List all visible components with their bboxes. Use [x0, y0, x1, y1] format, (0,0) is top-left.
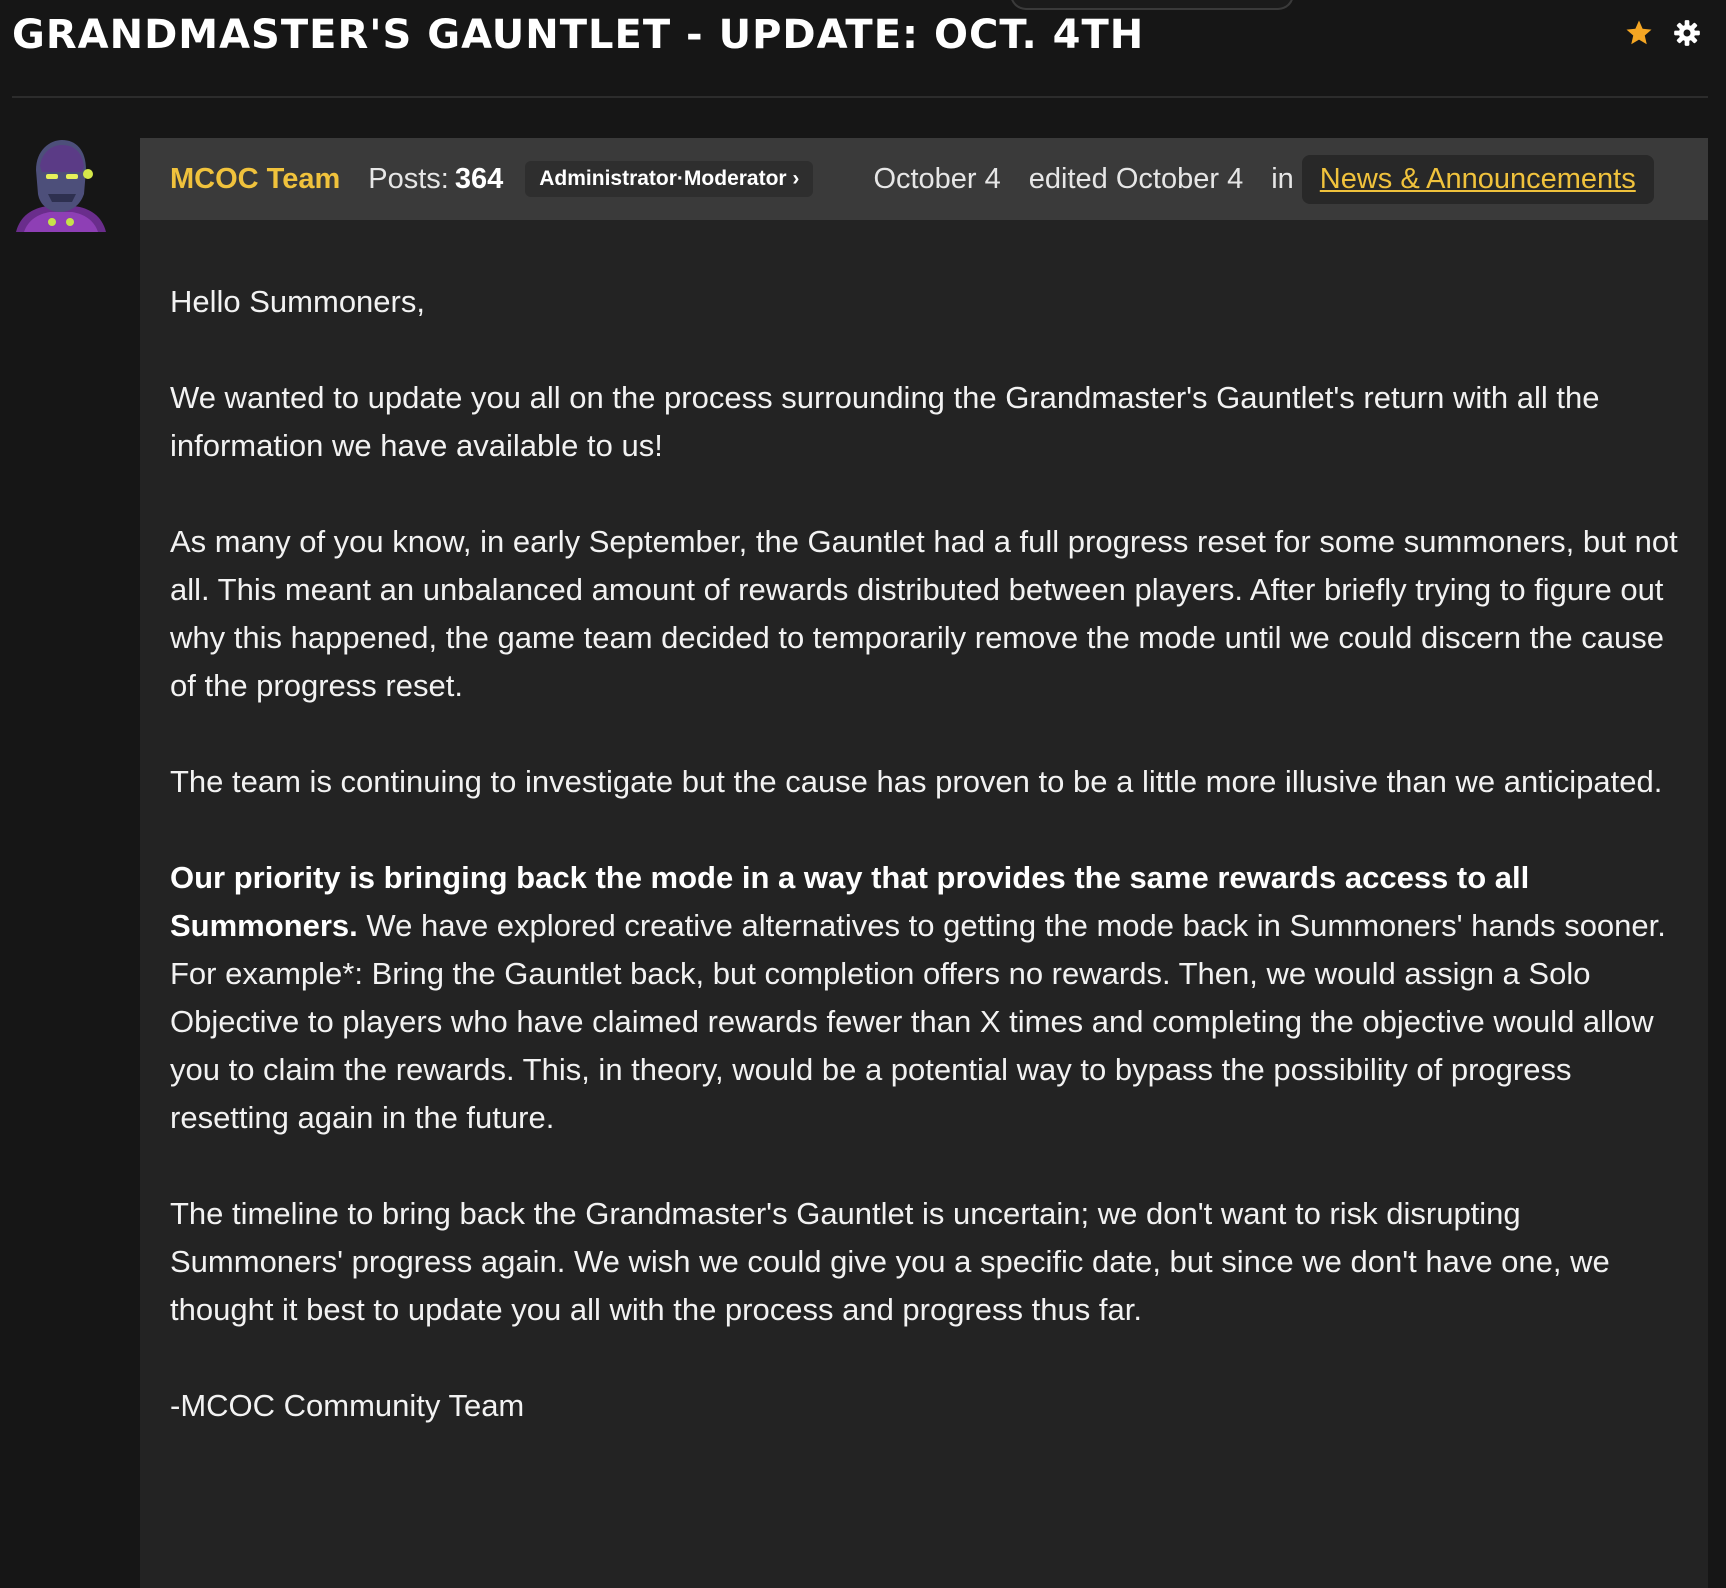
post-date[interactable]: October 4 — [873, 162, 1001, 195]
post-greeting: Hello Summoners, — [170, 284, 425, 319]
post-signature: -MCOC Community Team — [170, 1388, 525, 1423]
priority-statement: Our priority is bringing back the mode in a way that provides the same rewards access to all Summoners. — [170, 860, 1530, 943]
posts-label: Posts: — [368, 162, 449, 195]
post-card — [140, 138, 1708, 1588]
author-avatar[interactable] — [14, 136, 106, 232]
role-badge[interactable]: Administrator·Moderator › — [525, 161, 813, 197]
edited-label: edited October 4 — [1028, 162, 1244, 195]
bookmark-star-icon[interactable] — [1622, 16, 1656, 50]
post-paragraph: We wanted to update you all on the process surrounding the Grandmaster's Gauntlet's return with all the information we have available to us! — [170, 380, 1600, 463]
post-paragraph: As many of you know, in early September, the Gauntlet had a full progress reset for some summoners, but not all. This meant an unbalanced amount of rewards distributed between players. After briefly trying to figure out why this happened, the game team decided to temporarily remove the mode until we could discern the cause of the progress reset. — [170, 524, 1678, 703]
post-paragraph-priority — [170, 854, 1678, 1142]
posts-count: 364 — [454, 162, 504, 195]
gear-icon[interactable] — [1670, 16, 1704, 50]
post-paragraph: The team is continuing to investigate but the cause has proven to be a little more illusive than we anticipated. — [170, 764, 1663, 799]
thread-actions — [1622, 16, 1704, 50]
post-meta-bar — [140, 138, 1708, 220]
top-bar-notch — [1010, 0, 1294, 10]
page-title: GRANDMASTER'S GAUNTLET - UPDATE: OCT. 4TH — [12, 12, 1145, 58]
title-divider — [12, 96, 1708, 98]
priority-details: We have explored creative alternatives to getting the mode back in Summoners' hands sooner. For example*: Bring the Gauntlet back, but completion offers no rewards. Then, we would assign a Solo Objective to players who have claimed rewards fewer than X times and completing the objective would allow you to claim the rewards. This, in theory, would be a potential way to bypass the possibility of progress resetting again in the future. — [170, 908, 1666, 1135]
author-name-link[interactable]: MCOC Team — [170, 162, 341, 195]
post-paragraph: The timeline to bring back the Grandmaster's Gauntlet is uncertain; we don't want to risk disrupting Summoners' progress again. We wish we could give you a specific date, but since we don't have one, we thought it best to update you all with the process and progress thus far. — [170, 1196, 1610, 1327]
category-link[interactable]: News & Announcements — [1302, 155, 1654, 204]
post-body — [140, 220, 1708, 1430]
in-label: in — [1271, 162, 1294, 195]
